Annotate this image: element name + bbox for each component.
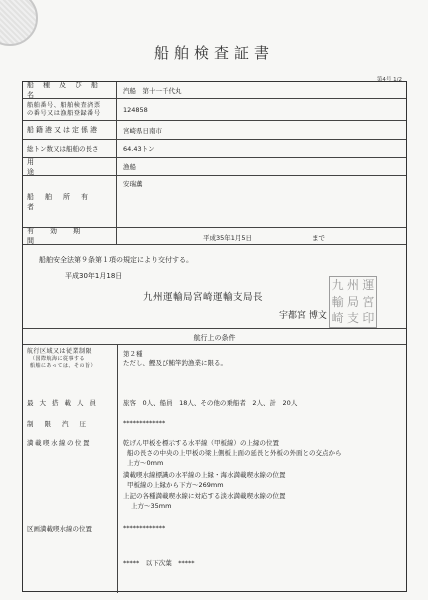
value-pressure: ************* (123, 419, 166, 427)
stamp-char: 九 (331, 278, 344, 292)
loadline-line6: 上記の各種満載喫水線に対応する淡水満載喫水線の位置 (123, 492, 286, 500)
stamp-char: 州 (346, 278, 359, 292)
row-port (23, 121, 406, 140)
corner-seal-icon (0, 0, 38, 46)
label-ship-number (23, 99, 117, 120)
value-area-line1: 第２種 (123, 350, 143, 358)
label-owner: 船舶所有者 (23, 176, 117, 227)
label-ship-name: 船種及び船名 (23, 82, 117, 98)
stamp-char: 支 (346, 311, 359, 326)
row-area (23, 345, 406, 391)
value-use: 漁船 (123, 163, 136, 171)
stamp-char: 局 (346, 294, 359, 309)
loadline-line7: 上方〜35mm (131, 502, 172, 510)
continued-footer: ***** 以下次葉 ***** (123, 559, 195, 567)
row-ship-name (23, 82, 406, 99)
label-area-note1: （国際航海に従事する (30, 356, 86, 362)
stamp-char: 宮 (362, 294, 375, 309)
value-zone-loadline: ************* (123, 524, 166, 532)
value-ship-number: 124858 (123, 105, 148, 114)
label-ship-number-line1: 船舶番号、船舶検査済票 (27, 102, 101, 109)
label-validity: 有効期間 (23, 228, 117, 244)
official-stamp-icon (329, 276, 377, 328)
label-port: 船籍港又は定係港 (23, 121, 117, 139)
value-validity-until: まで (312, 234, 325, 242)
loadline-line5: 甲板線の上縁から下方〜269mm (127, 481, 224, 489)
issuance-date: 平成30年1月18日 (65, 272, 123, 280)
label-ship-number-line2: の番号又は漁船登録番号 (27, 110, 101, 117)
value-ship-name: 汽船 第十一千代丸 (123, 86, 182, 95)
row-tonnage (23, 140, 406, 158)
label-area (23, 345, 117, 391)
form-number: 第4号 1/2 (376, 77, 402, 83)
loadline-line4: 満載喫水線標識の水平線の上縁・海水満載喫水線の位置 (123, 471, 286, 479)
stamp-char: 運 (362, 278, 375, 292)
conditions-title: 航行上の条件 (193, 334, 236, 342)
row-validity (23, 228, 406, 245)
issuing-official: 宇都宮 博文 (279, 311, 327, 321)
label-use: 用途 (23, 158, 117, 175)
value-tonnage: 64.43トン (123, 145, 155, 153)
label-pressure: 制限汽圧 (27, 420, 97, 428)
issuing-authority: 九州運輸局宮崎運輸支局長 (143, 292, 264, 303)
stamp-char: 輸 (331, 294, 344, 309)
stamp-char: 崎 (331, 311, 344, 326)
label-area-main: 航行区域又は従業制限 (27, 348, 93, 355)
issuance-statement: 船舶安全法第９条第１項の規定により交付する。 (39, 256, 193, 264)
label-zone-loadline: 区画満載喫水線の位置 (27, 525, 92, 533)
loadline-line2: 船の長さの中央の上甲板の梁上側板上面の延長と外板の外面との交点から (127, 449, 342, 457)
row-owner (23, 176, 406, 228)
value-max-persons: 旅客 0人、船員 18人、その他の乗船者 2人、計 20人 (123, 399, 298, 407)
value-validity: 平成35年1月5日 (203, 234, 253, 242)
conditions-divider (117, 345, 118, 593)
certificate-table (22, 81, 407, 592)
row-use (23, 158, 406, 176)
stamp-char: 印 (362, 311, 375, 326)
label-area-note2: 船舶にあっては、その旨） (30, 362, 96, 369)
value-port: 宮崎県日南市 (123, 126, 162, 135)
loadline-line3: 上方〜0mm (127, 459, 164, 467)
value-owner: 安瑞薫 (123, 180, 143, 188)
loadline-line1: 乾げん甲板を標示する水平線（甲板線）の上縁の位置 (123, 439, 279, 447)
label-loadline: 満載喫水線の位置 (27, 439, 91, 447)
row-ship-number (23, 99, 406, 121)
label-tonnage: 総トン数又は船舶の長さ (23, 140, 117, 157)
conditions-header (23, 329, 406, 345)
document-title: 船舶検査証書 (153, 44, 274, 62)
value-area-line2: ただし、鰹及び鮪竿釣漁業に限る。 (123, 359, 227, 367)
label-max-persons: 最大搭載人員 (27, 399, 102, 407)
